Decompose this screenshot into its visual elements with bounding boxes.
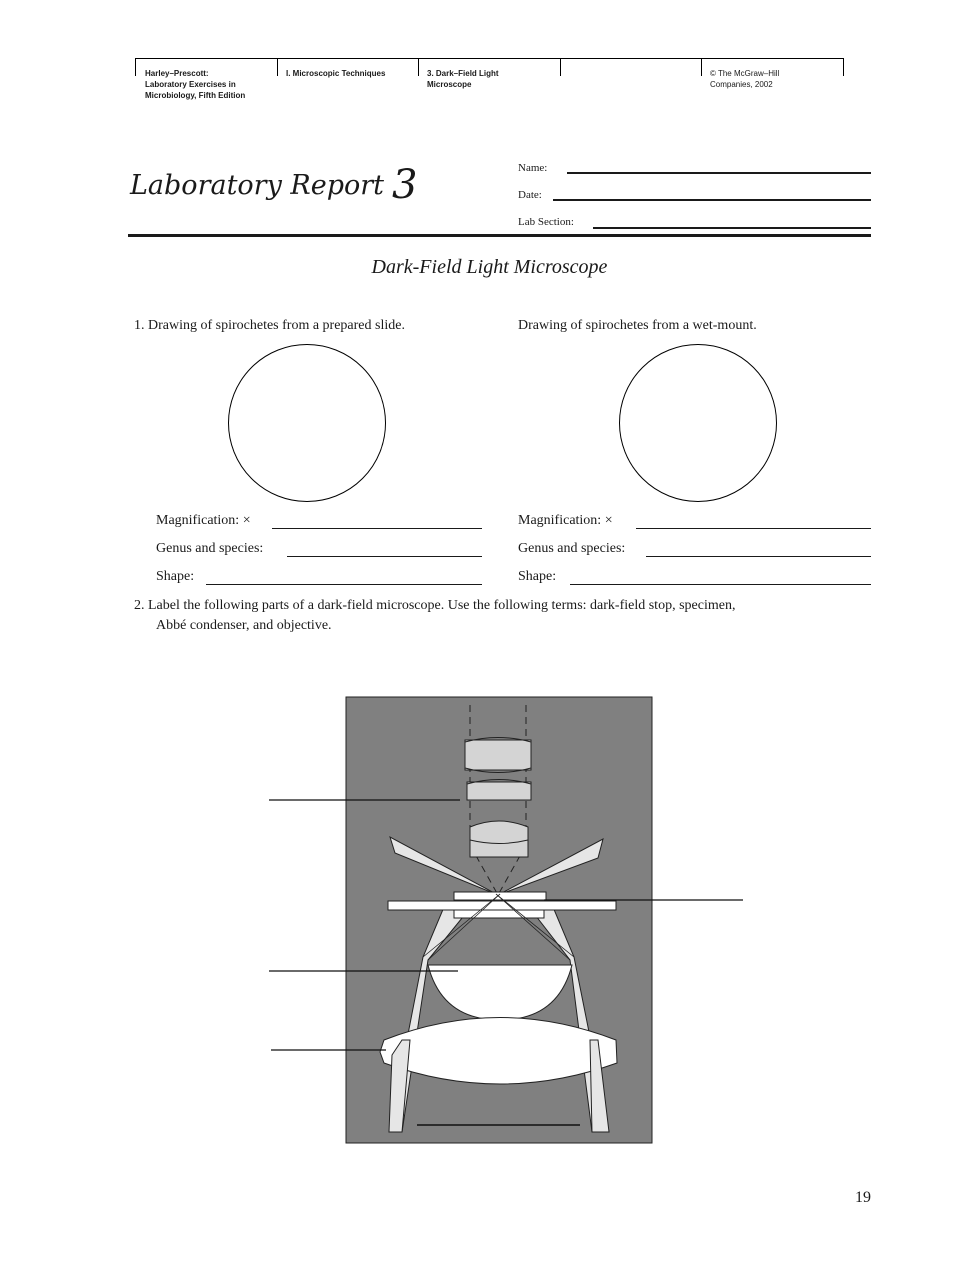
magnification-label-right: Magnification: × (518, 513, 613, 528)
specimen-slide (454, 892, 546, 900)
shape-blank-right[interactable] (570, 584, 871, 585)
header-chapter-line: Microscope (427, 80, 472, 89)
genus-label-right: Genus and species: (518, 541, 626, 556)
q2-prompt-line2: Abbé condenser, and objective. (156, 618, 332, 633)
wet-mount-drawing-circle[interactable] (619, 344, 777, 502)
objective-lens-middle (467, 782, 531, 800)
header-book-line: Harley–Prescott: (145, 69, 209, 78)
report-title (130, 158, 418, 208)
header-divider (135, 58, 136, 76)
header-divider (701, 58, 702, 76)
header-copyright-line: Companies, 2002 (710, 80, 773, 89)
report-title-text: Laboratory Report (130, 170, 385, 201)
header-divider (418, 58, 419, 76)
date-field[interactable] (553, 199, 871, 201)
name-label: Name: (518, 162, 548, 174)
magnification-blank-left[interactable] (272, 528, 482, 529)
date-label: Date: (518, 189, 542, 201)
microscope-stage (388, 901, 616, 910)
running-header (135, 58, 844, 118)
header-book-line: Laboratory Exercises in (145, 80, 236, 89)
q1-right-prompt: Drawing of spirochetes from a wet-mount. (518, 318, 757, 333)
header-copyright (710, 68, 779, 90)
header-divider (277, 58, 278, 76)
header-part: I. Microscopic Techniques (286, 69, 386, 78)
title-rule (128, 234, 871, 237)
page-subtitle: Dark-Field Light Microscope (371, 256, 608, 278)
q2-prompt-line1: 2. Label the following parts of a dark-field microscope. Use the following terms: dark-field stop, specimen, (134, 598, 736, 613)
objective-lens-bottom (470, 821, 528, 857)
page-number: 19 (855, 1189, 871, 1206)
header-book-title (145, 68, 245, 101)
header-divider (560, 58, 561, 76)
report-number: 3 (392, 162, 418, 208)
condenser-top-mount (454, 910, 544, 918)
shape-label-left: Shape: (156, 569, 195, 584)
name-field[interactable] (567, 172, 871, 174)
magnification-blank-right[interactable] (636, 528, 871, 529)
lab-section-field[interactable] (593, 227, 871, 229)
genus-label-left: Genus and species: (156, 541, 264, 556)
header-chapter-line: 3. Dark–Field Light (427, 69, 499, 78)
objective-lenses (465, 738, 531, 858)
shape-label-right: Shape: (518, 569, 557, 584)
magnification-label-left: Magnification: × (156, 513, 251, 528)
header-chapter (427, 68, 499, 90)
q1-left-prompt: 1. Drawing of spirochetes from a prepared slide. (134, 318, 405, 333)
objective-lens-top (465, 740, 531, 770)
lab-section-label: Lab Section: (518, 216, 574, 228)
shape-blank-left[interactable] (206, 584, 482, 585)
header-book-line: Microbiology, Fifth Edition (145, 91, 246, 100)
genus-blank-left[interactable] (287, 556, 482, 557)
prepared-slide-drawing-circle[interactable] (228, 344, 386, 502)
header-copyright-line: © The McGraw–Hill (710, 69, 780, 78)
header-divider (843, 58, 844, 76)
genus-blank-right[interactable] (646, 556, 871, 557)
dark-field-microscope-diagram (268, 695, 746, 1147)
header-top-rule (135, 58, 844, 59)
